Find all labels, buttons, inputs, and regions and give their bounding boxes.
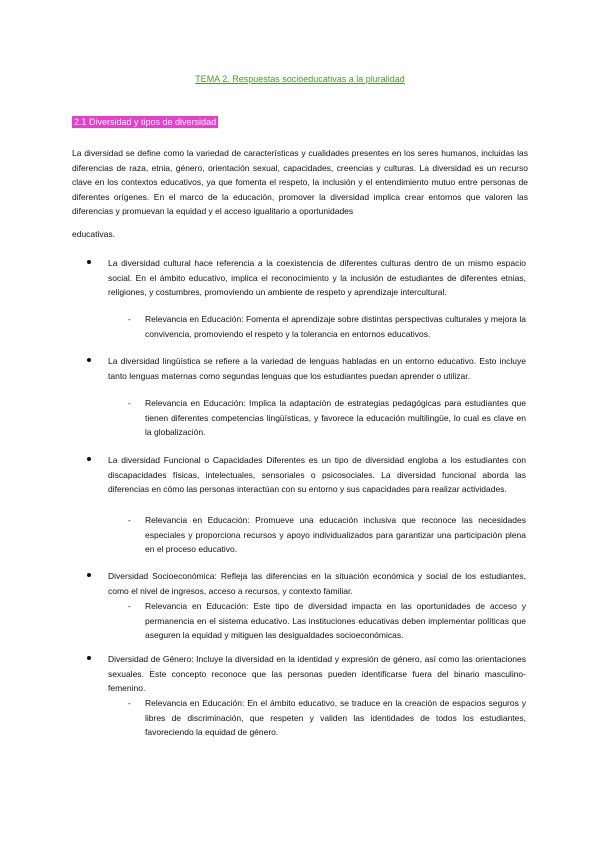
bullet-icon	[87, 260, 91, 264]
list-item-text: La diversidad cultural hace referencia a la coexistencia de diferentes culturas dentro de un mismo espacio social. En el ámbito educativo, implica el reconocimiento y la inclusión de estudiantes de diferentes etnias, religiones, y costumbres, promoviendo un ambiente de respeto y aprendizaje intercultural.	[108, 258, 526, 298]
list-item-text: Diversidad de Género: Incluye la diversidad en la identidad y expresión de género, así como las orientaciones sexuales. Este concepto reconoce que las personas pueden identificarse fuera del binario masculino-femenino.	[108, 654, 526, 694]
dash-icon: -	[128, 398, 131, 408]
bullet-icon	[87, 457, 91, 461]
intro-paragraph: La diversidad se define como la variedad de características y cualidades presentes en los seres humanos, incluidas las diferencias de raza, etnia, género, orientación sexual, capacidades, creencias y culturas. La diversidad es un recurso clave en los contextos educativos, ya que fomenta el respeto, la inclusión y el entendimiento mutuo entre personas de diferentes orígenes. En el marco de la educación, promover la diversidad implica crear entornos que valoren las diferencias y promuevan la equidad y el acceso igualitario a oportunidades	[72, 148, 528, 217]
sub-item-text: Relevancia en Educación: Fomenta el aprendizaje sobre distintas perspectivas culturales y mejora la convivencia, promoviendo el respeto y la tolerancia en entornos educativos.	[145, 314, 526, 339]
document-title: TEMA 2. Respuestas socioeducativas a la pluralidad	[195, 74, 405, 84]
sub-item-text: Relevancia en Educación: Promueve una educación inclusiva que reconoce las necesidades especiales y proporciona recursos y apoyo individualizados para garantizar una participación plena en el proceso educativo.	[145, 515, 526, 555]
dash-icon: -	[128, 698, 131, 708]
sub-item-text: Relevancia en Educación: En el ámbito educativo, se traduce en la creación de espacios seguros y libres de discriminación, que respeten y validen las identidades de todos los estudiantes, favoreciendo la equidad de género.	[145, 698, 526, 738]
dash-icon: -	[128, 515, 131, 525]
sub-item-text: Relevancia en Educación: Este tipo de diversidad impacta en las oportunidades de acceso y permanencia en el sistema educativo. Las instituciones educativas deben implementar políticas que aseguren la equidad y mitiguen las desigualdades socioeconómicas.	[145, 601, 526, 641]
intro-paragraph-tail: educativas.	[72, 229, 115, 239]
bullet-icon	[87, 573, 91, 577]
dash-icon: -	[128, 314, 131, 324]
list-item-text: Diversidad Socioeconómica: Refleja las diferencias en la situación económica y social de los estudiantes, como el nivel de ingresos, acceso a recursos, y contexto familiar.	[108, 571, 526, 596]
bullet-icon	[87, 656, 91, 660]
sub-item-text: Relevancia en Educación: Implica la adaptación de estrategias pedagógicas para estudiantes que tienen diferentes competencias lingüísticas, y favorece la educación multilingüe, lo cual es clave en la globalización.	[145, 398, 526, 438]
bullet-icon	[87, 358, 91, 362]
section-heading: 2.1 Diversidad y tipos de diversidad	[74, 117, 217, 127]
list-item-text: La diversidad Funcional o Capacidades Diferentes es un tipo de diversidad engloba a los estudiantes con discapacidades físicas, intelectuales, sensoriales o psicosociales. La diversidad funcional aborda las diferencias en cómo las personas interactúan con su entorno y sus capacidades para realizar actividades.	[108, 455, 526, 495]
dash-icon: -	[128, 601, 131, 611]
list-item-text: La diversidad lingüística se refiere a la variedad de lenguas habladas en un entorno educativo. Esto incluye tanto lenguas maternas como segundas lenguas que los estudiantes puedan aprender o utilizar.	[108, 356, 526, 381]
